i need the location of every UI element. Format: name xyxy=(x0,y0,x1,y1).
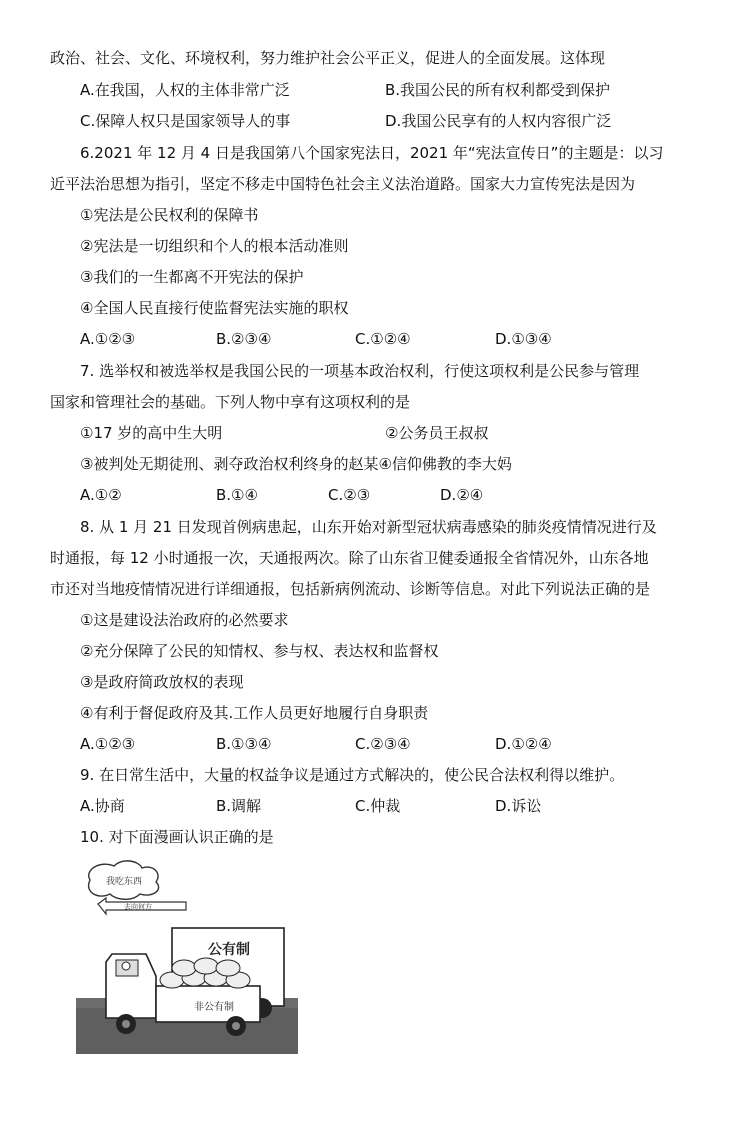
q7-option-d: D.②④ xyxy=(440,486,484,504)
q8-option-d: D.①②④ xyxy=(495,735,552,753)
q6-item-3: ③我们的一生都离不开宪法的保护 xyxy=(80,268,304,286)
arrow-text: 去向何方 xyxy=(124,903,152,911)
q6-item-4: ④全国人民直接行使监督宪法实施的职权 xyxy=(80,299,349,317)
q6-stem-line-1: 6.2021 年 12 月 4 日是我国第八个国家宪法日，2021 年“宪法宣传日”的主题是：以习 xyxy=(80,144,664,162)
q8-item-1: ①这是建设法治政府的必然要求 xyxy=(80,611,289,629)
cartoon-image xyxy=(76,858,298,1054)
q8-item-3: ③是政府简政放权的表现 xyxy=(80,673,244,691)
q5-option-d: D.我国公民享有的人权内容很广泛 xyxy=(385,112,612,130)
q8-option-c: C.②③④ xyxy=(355,735,411,753)
q8-stem-line-3: 市还对当地疫情情况进行详细通报，包括新病例流动、诊断等信息。对此下列说法正确的是 xyxy=(50,580,651,598)
q8-option-b: B.①③④ xyxy=(216,735,272,753)
q5-option-c: C.保障人权只是国家领导人的事 xyxy=(80,112,291,130)
q7-item-3-4: ③被判处无期徒刑、剥夺政治权利终身的赵某④信仰佛教的李大妈 xyxy=(80,455,512,473)
q7-item-1: ①17 岁的高中生大明 xyxy=(80,424,223,442)
q6-stem-line-2: 近平法治思想为指引，坚定不移走中国特色社会主义法治道路。国家大力宣传宪法是因为 xyxy=(50,175,636,193)
q7-stem-line-1: 7. 选举权和被选举权是我国公民的一项基本政治权利，行使这项权利是公民参与管理 xyxy=(80,362,640,380)
q7-option-b: B.①④ xyxy=(216,486,258,504)
q6-item-2: ②宪法是一切组织和个人的根本活动准则 xyxy=(80,237,349,255)
q8-item-4: ④有利于督促政府及其.工作人员更好地履行自身职责 xyxy=(80,704,429,722)
q6-option-c: C.①②④ xyxy=(355,330,411,348)
q5-option-b: B.我国公民的所有权利都受到保护 xyxy=(385,81,611,99)
truck-back-label: 公有制 xyxy=(208,942,250,958)
q6-option-d: D.①③④ xyxy=(495,330,552,348)
driver-icon xyxy=(122,962,130,970)
q10-stem: 10. 对下面漫画认识正确的是 xyxy=(80,828,274,846)
truck-front-label: 非公有制 xyxy=(194,1002,234,1013)
q8-option-a: A.①②③ xyxy=(80,735,136,753)
question-5-stem-end: 政治、社会、文化、环境权利，努力维护社会公平正义，促进人的全面发展。这体现 xyxy=(50,49,606,67)
q8-item-2: ②充分保障了公民的知情权、参与权、表达权和监督权 xyxy=(80,642,439,660)
q9-stem: 9. 在日常生活中，大量的权益争议是通过方式解决的，使公民合法权利得以维护。 xyxy=(80,766,625,784)
q7-stem-line-2: 国家和管理社会的基础。下列人物中享有这项权利的是 xyxy=(50,393,411,411)
cloud-text: 我吃东西 xyxy=(106,877,143,887)
q7-option-c: C.②③ xyxy=(328,486,371,504)
q6-option-a: A.①②③ xyxy=(80,330,136,348)
q9-option-d: D.诉讼 xyxy=(495,797,542,815)
q8-stem-line-1: 8. 从 1 月 21 日发现首例病患起，山东开始对新型冠状病毒感染的肺炎疫情情况进行及 xyxy=(80,518,657,536)
q6-option-b: B.②③④ xyxy=(216,330,272,348)
q5-option-a: A.在我国，人权的主体非常广泛 xyxy=(80,81,290,99)
q8-stem-line-2: 时通报，每 12 小时通报一次，天通报两次。除了山东省卫健委通报全省情况外，山东各地 xyxy=(50,549,649,567)
q9-option-b: B.调解 xyxy=(216,797,262,815)
q9-option-c: C.仲裁 xyxy=(355,797,401,815)
q6-item-1: ①宪法是公民权利的保障书 xyxy=(80,206,259,224)
q7-option-a: A.①② xyxy=(80,486,122,504)
q9-option-a: A.协商 xyxy=(80,797,125,815)
q7-item-2: ②公务员王叔叔 xyxy=(385,424,489,442)
